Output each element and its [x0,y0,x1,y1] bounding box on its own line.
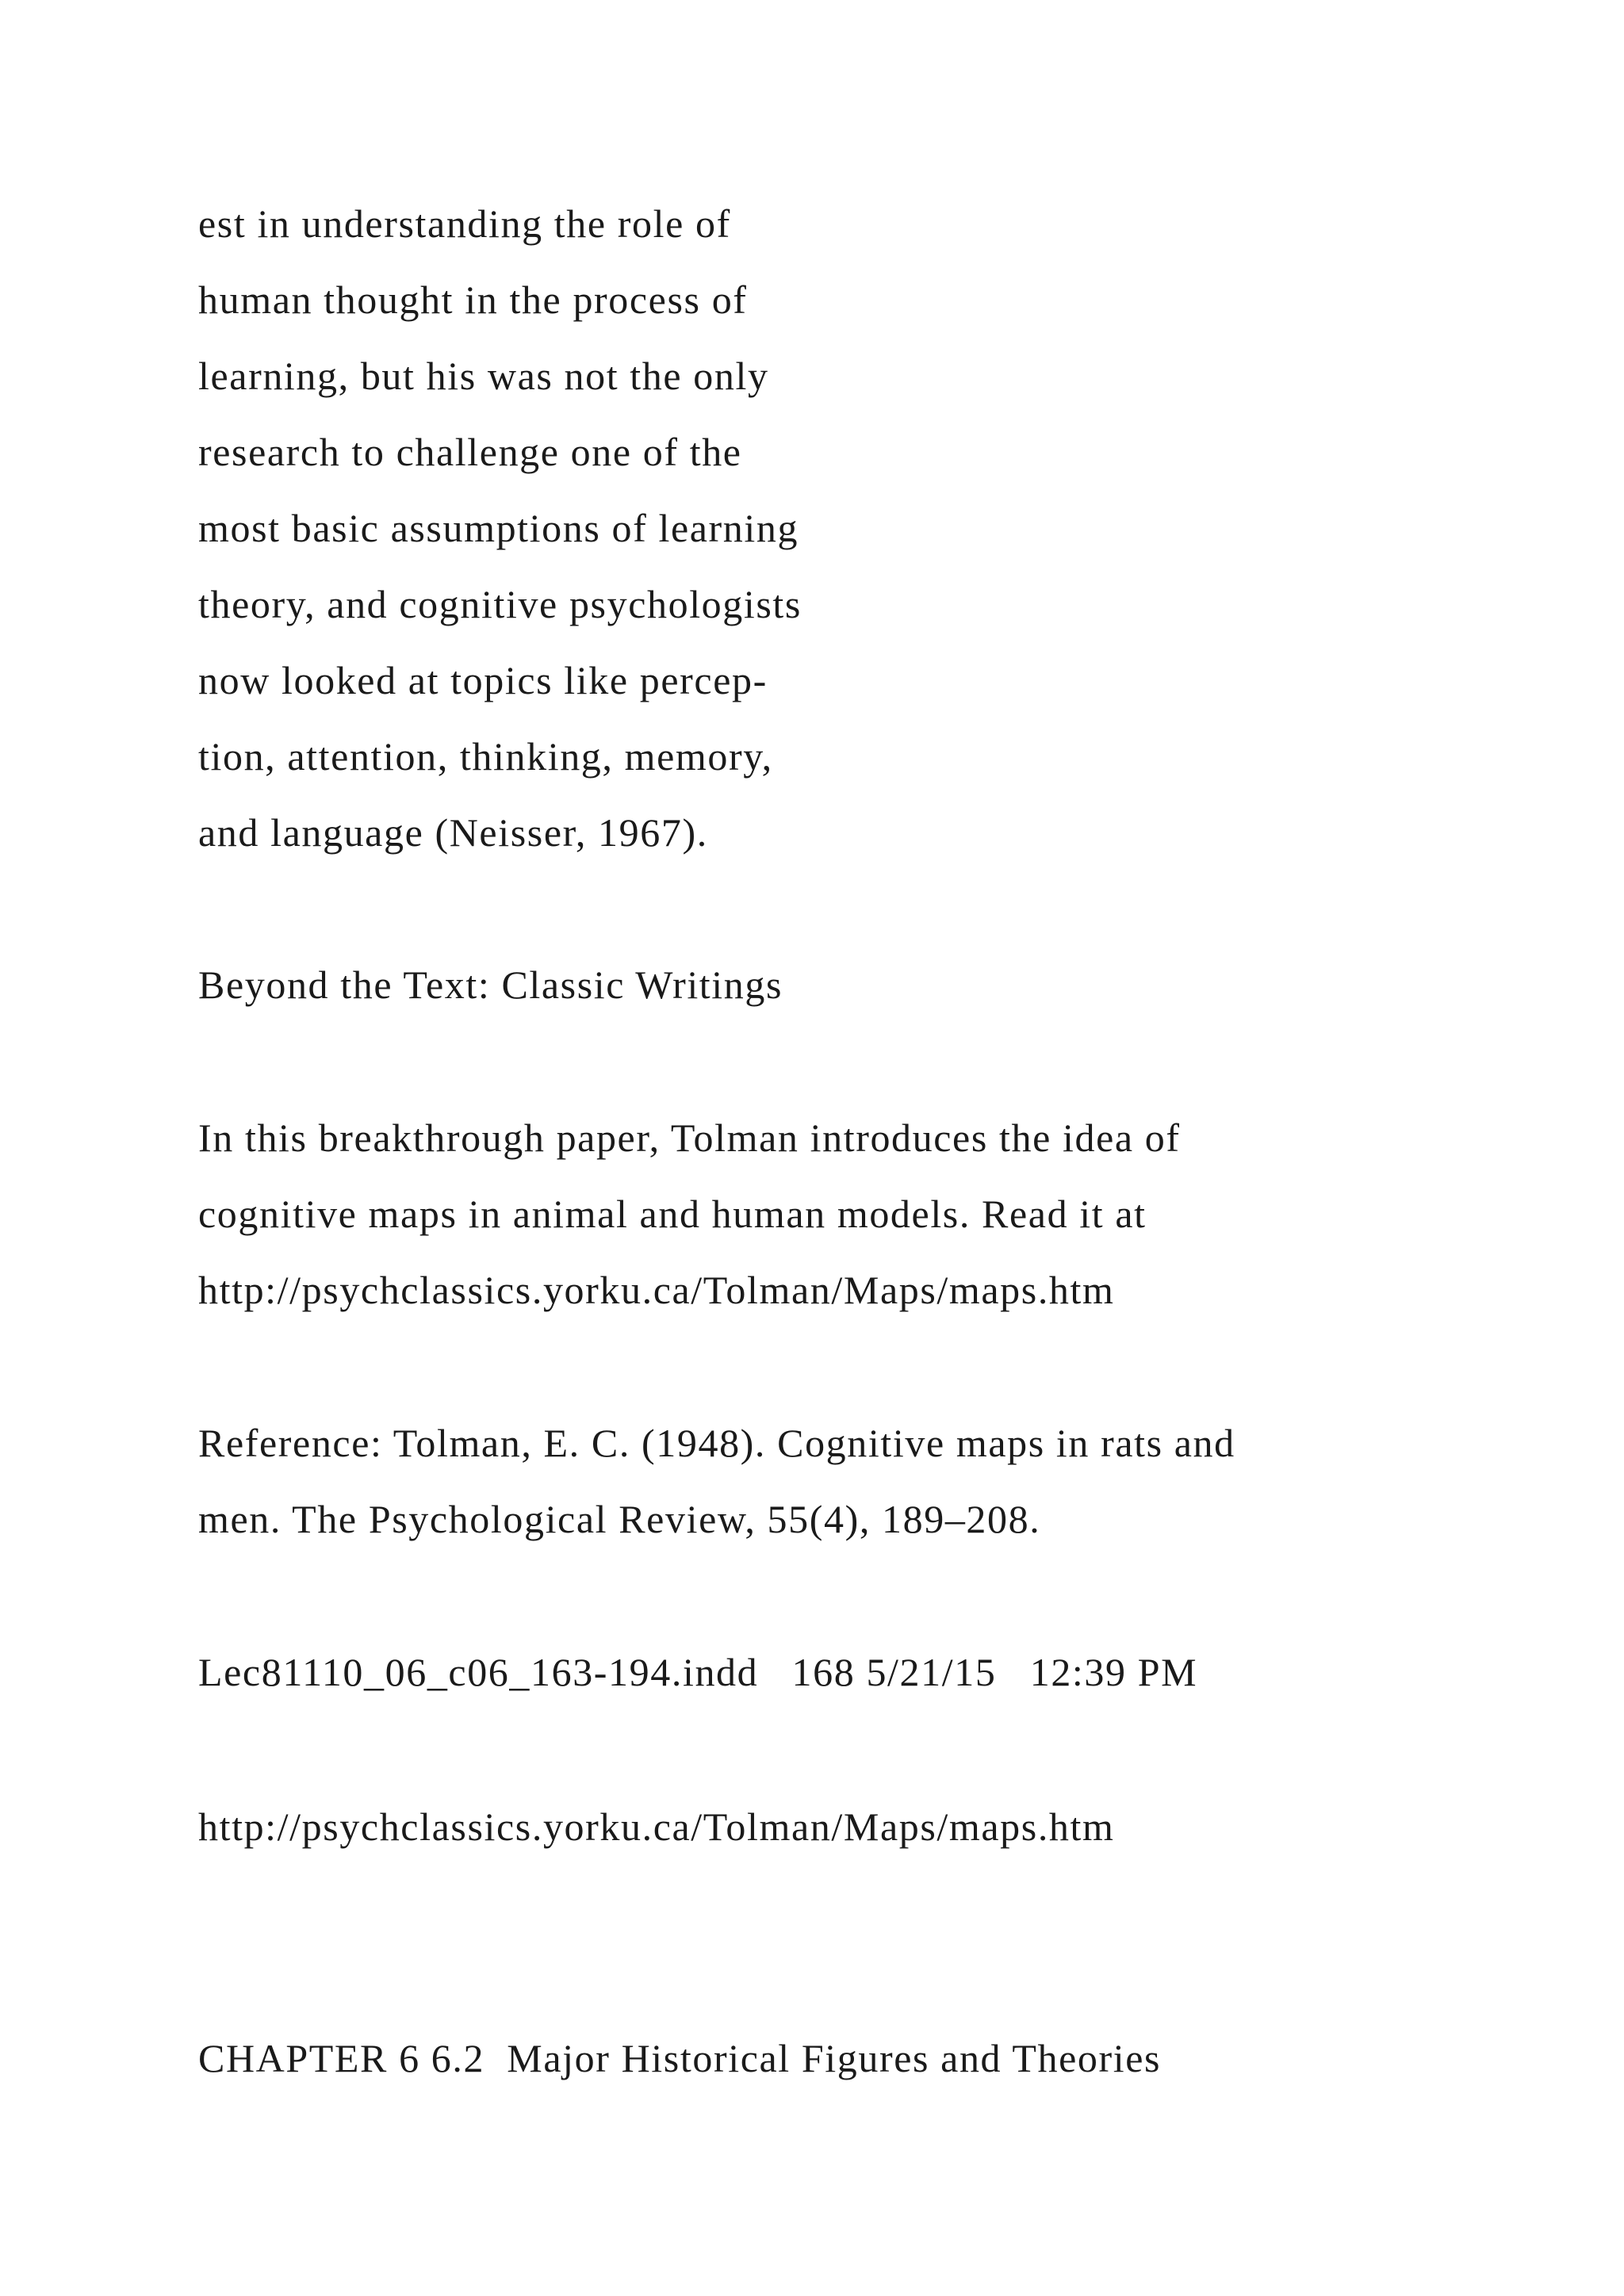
sidebar-text-line: In this breakthrough paper, Tolman introduces the idea of [198,1115,1181,1160]
body-line: most basic assumptions of learning [198,506,799,550]
body-line: human thought in the process of [198,277,748,322]
body-line: research to challenge one of the [198,430,742,474]
link-url[interactable]: http://psychclassics.yorku.ca/Tolman/Maps/maps.htm [198,1804,1115,1849]
body-line: learning, but his was not the only [198,354,769,398]
body-line: est in understanding the role of [198,201,731,246]
running-header: CHAPTER 6 6.2 Major Historical Figures and Theories [198,2036,1162,2080]
sidebar-heading: Beyond the Text: Classic Writings [198,962,783,1007]
body-line: tion, attention, thinking, memory, [198,734,773,779]
reference-line: Reference: Tolman, E. C. (1948). Cognitive maps in rats and [198,1421,1235,1465]
sidebar-text-line: cognitive maps in animal and human models. Read it at [198,1192,1147,1236]
body-line: now looked at topics like percep- [198,658,768,702]
body-line: theory, and cognitive psychologists [198,582,802,626]
body-line: and language (Neisser, 1967). [198,810,708,855]
reference-line: men. The Psychological Review, 55(4), 189–208. [198,1497,1041,1541]
sidebar-link-line[interactable]: http://psychclassics.yorku.ca/Tolman/Maps/maps.htm [198,1268,1115,1312]
slug-line: Lec81110_06_c06_163-194.indd 168 5/21/15 12:39 PM [198,1650,1198,1694]
